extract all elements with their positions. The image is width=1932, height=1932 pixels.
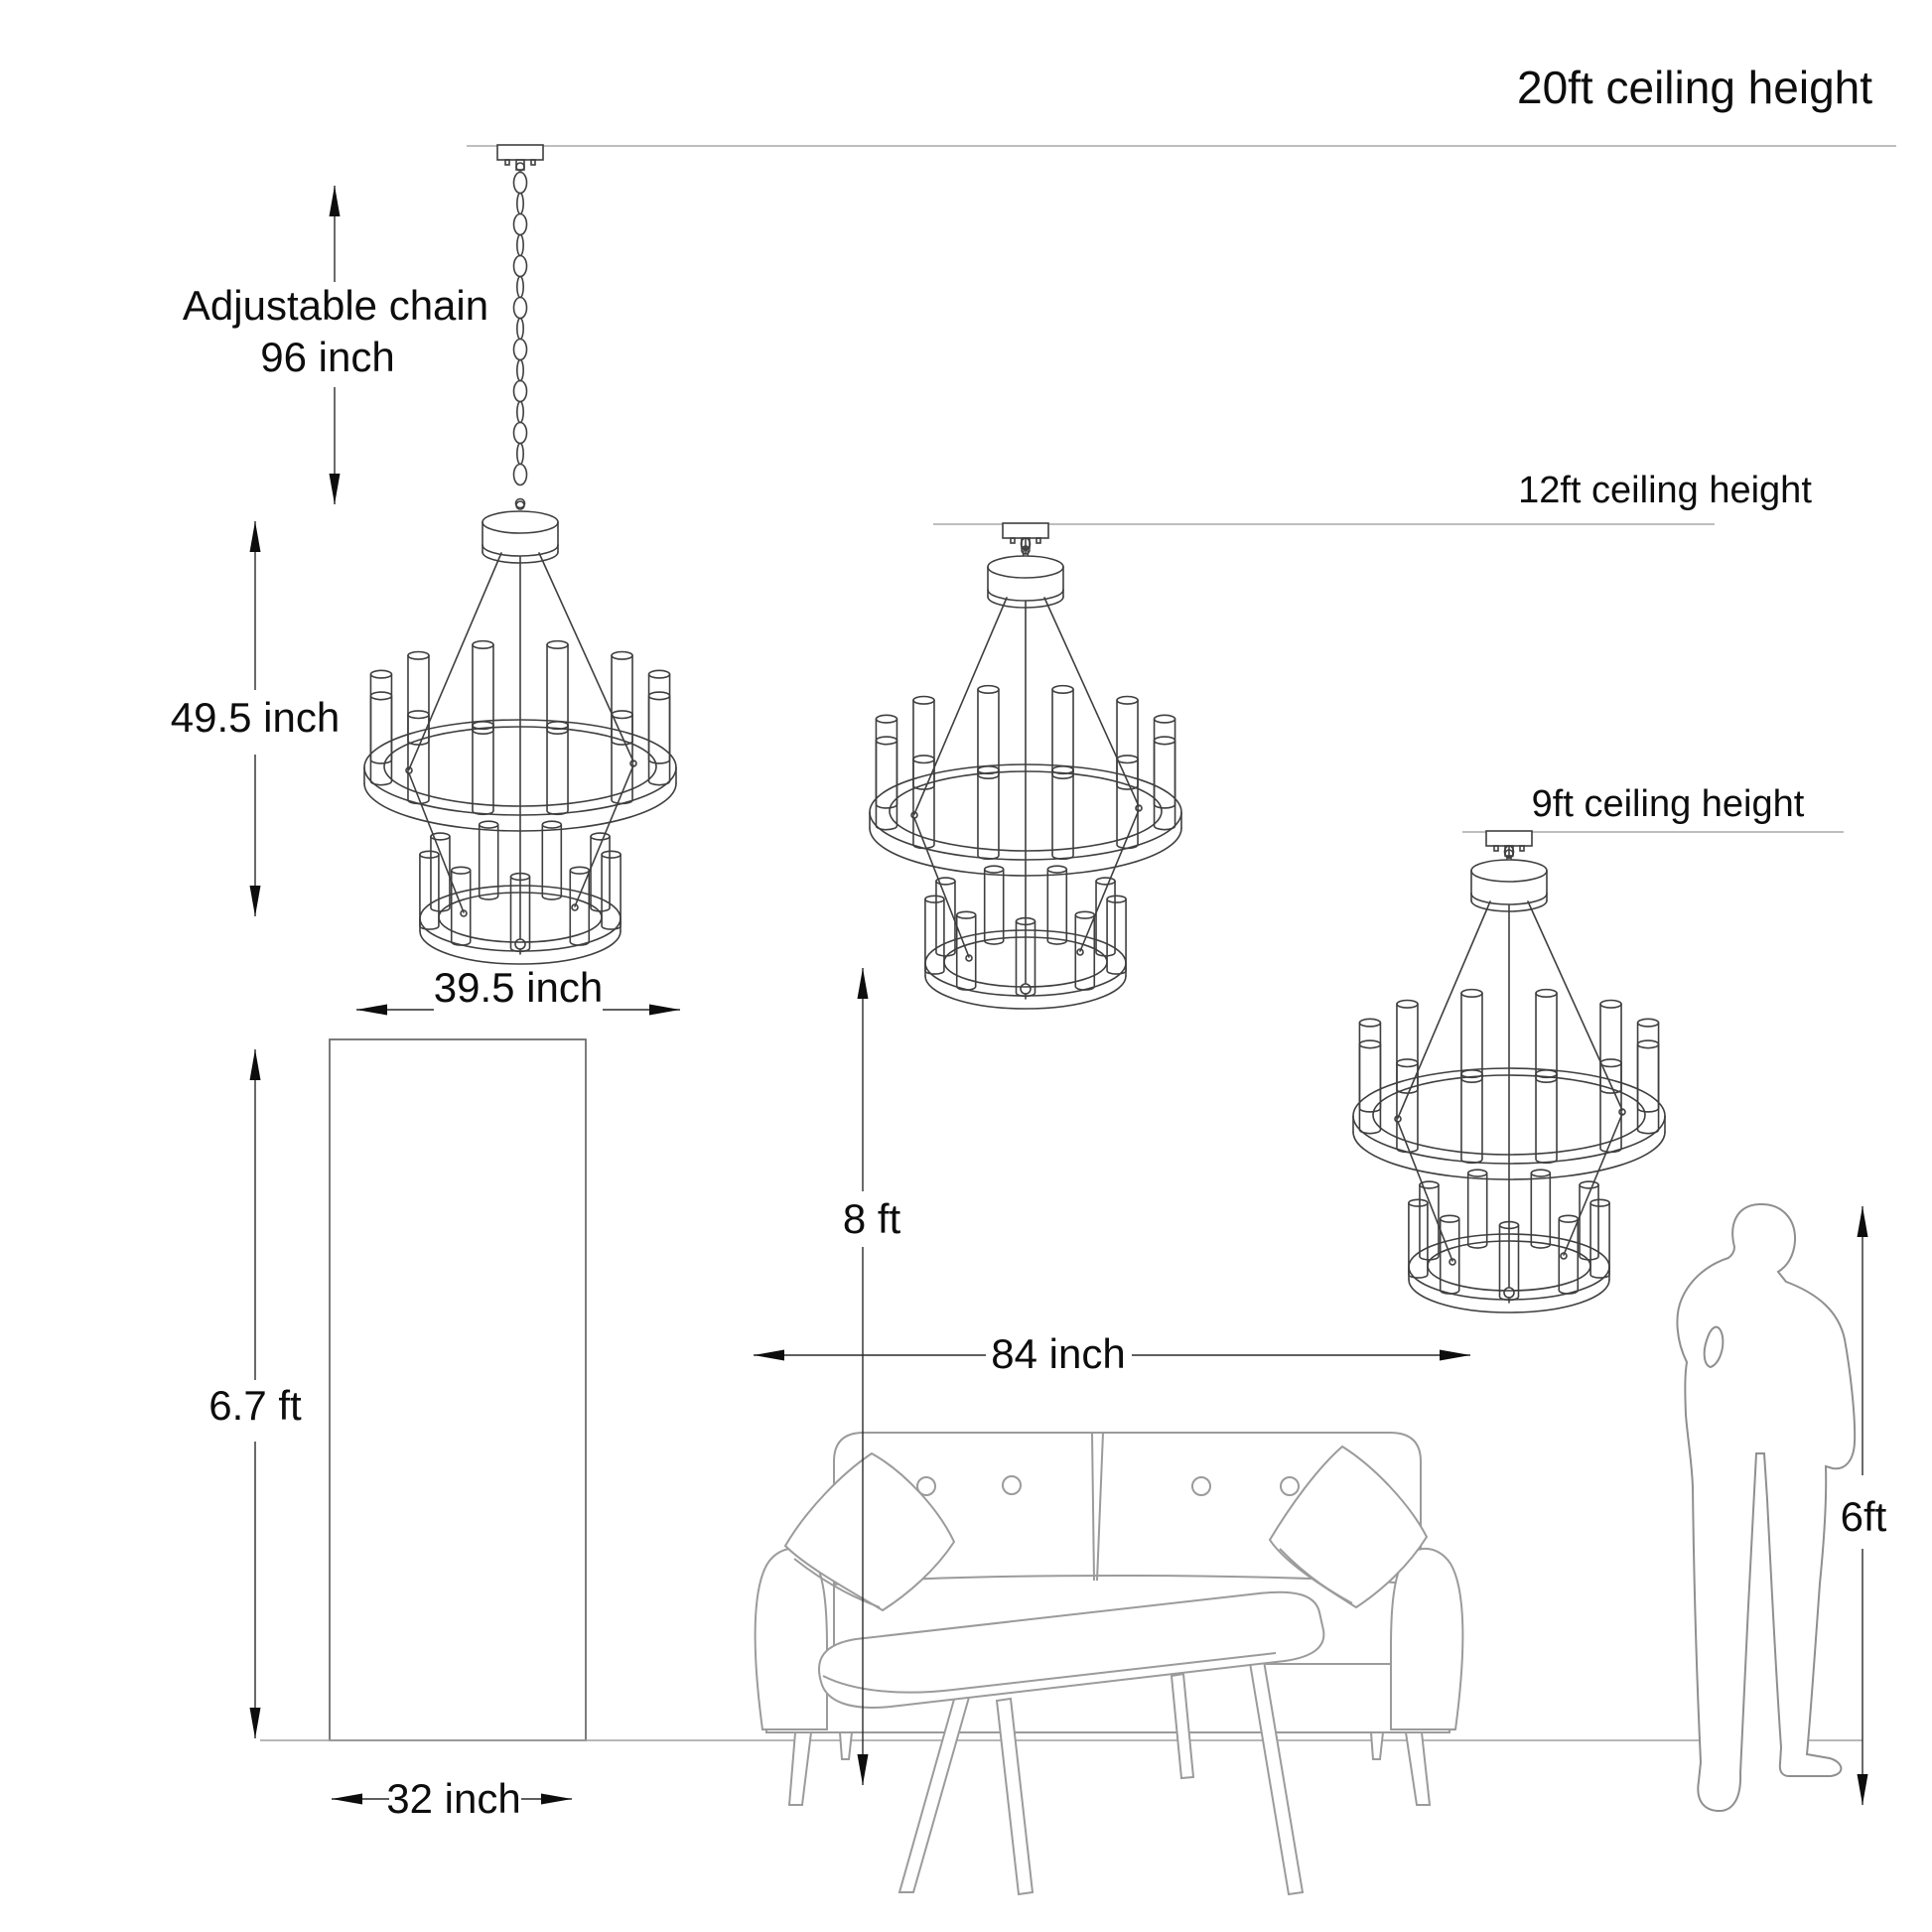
ceiling-label-9ft: 9ft ceiling height [1531,783,1805,825]
fixture-height-label: 49.5 inch [170,694,341,741]
ceiling-label-20ft: 20ft ceiling height [1516,62,1873,113]
floor-to-fixture-label: 8 ft [842,1195,901,1242]
person-height-dimension [1841,1206,1887,1805]
fixture-height-dimension [171,521,340,916]
sofa-width-dimension [754,1330,1470,1377]
chain-length-dimension [183,186,488,504]
door-height-label: 6.7 ft [208,1382,302,1429]
person-height-label: 6ft [1840,1493,1887,1540]
chain-label-line1: Adjustable chain [182,282,489,329]
fixture-width-label: 39.5 inch [433,964,604,1011]
chandelier-at-20ft-ceiling [364,145,676,964]
sofa-width-label: 84 inch [991,1330,1126,1377]
chandelier-at-9ft-ceiling [1353,831,1665,1312]
door-width-label: 32 inch [386,1775,521,1822]
door-outline [330,1039,586,1740]
fixture-width-dimension [356,964,680,1016]
chandelier-at-12ft-ceiling [870,523,1181,1009]
coffee-table [819,1592,1323,1894]
door-height-dimension [208,1049,302,1738]
door-width-dimension [332,1775,572,1822]
person-silhouette [1677,1204,1855,1811]
chain-label-line2: 96 inch [260,334,395,380]
ceiling-label-12ft: 12ft ceiling height [1518,470,1812,511]
